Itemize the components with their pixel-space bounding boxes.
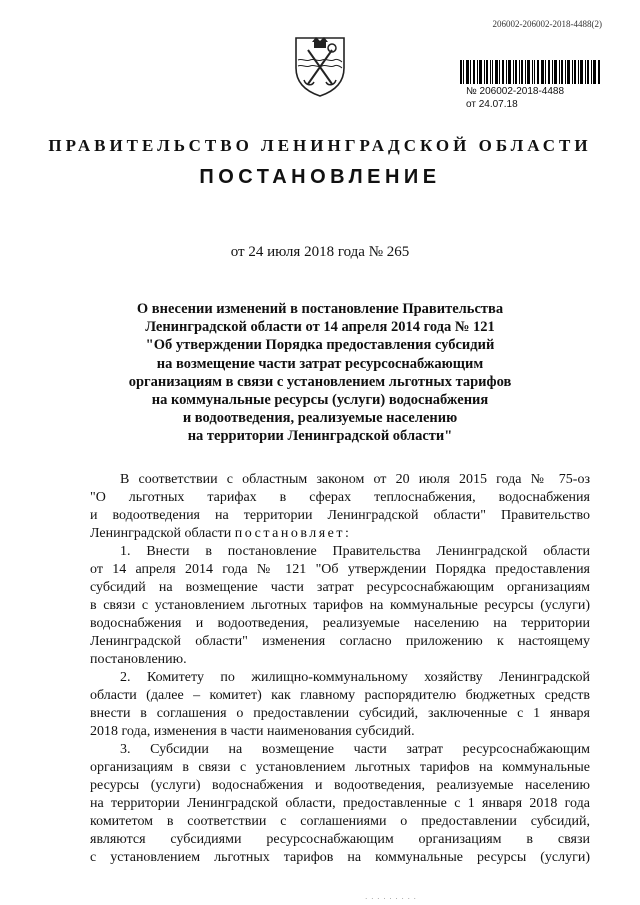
body-line: В соответствии с областным законом от 20 июля 2015 года № 75-оз — [120, 472, 590, 487]
decree-date: от 24 июля 2018 года № 265 — [230, 244, 410, 260]
body-line: с установлением льготных тарифов на коммунальные ресурсы (услуги) — [90, 850, 590, 865]
body-line — [90, 525, 590, 543]
body-line: от 14 апреля 2014 года № 121 "Об утверждении Порядка предоставления — [90, 562, 590, 577]
body-line: области (далее – комитет) как главному распорядителю бюджетных средств — [90, 688, 590, 703]
body-line: организациям в связи с установлением льготных тарифов на коммунальные — [90, 760, 590, 775]
decides-word: постановляет: — [234, 526, 352, 541]
decree-title: ПОСТАНОВЛЕНИЕ — [199, 166, 441, 188]
body-line: субсидий на возмещение части затрат ресурсоснабжающим организациям — [90, 580, 590, 595]
subject-line: организациям в связи с установлением льготных тарифов — [128, 373, 512, 390]
coat-of-arms-icon — [292, 34, 348, 98]
body-line: ресурсы (услуги) водоснабжения и водоотведения, реализуемые населению — [90, 778, 590, 793]
scan-artifact: · · · · · · · · · — [365, 895, 417, 903]
body-line: в связи с установлением льготных тарифов на коммунальные ресурсы (услуги) — [90, 598, 590, 613]
body-line: 2018 года, изменения в части наименования субсидий. — [90, 724, 415, 739]
body-line: водоснабжения и водоотведения, реализуемые населению на территории — [90, 616, 590, 631]
body-line: постановлению. — [90, 652, 187, 667]
document-code: 206002-206002-2018-4488(2) — [492, 19, 602, 29]
barcode-icon — [460, 60, 600, 84]
body-line: комитетом в соответствии с соглашениями о предоставлении субсидий, — [90, 814, 590, 829]
subject-line: "Об утверждении Порядка предоставления субсидий — [145, 337, 495, 354]
body-line: Ленинградской области" изменения согласно приложению к настоящему — [90, 634, 590, 649]
body-line: 3. Субсидии на возмещение части затрат ресурсоснабжающим — [120, 742, 590, 757]
body-line: внести в соглашения о предоставлении субсидий, заключенные с 1 января — [90, 706, 590, 721]
registration-number: № 206002-2018-4488 — [466, 86, 565, 97]
body-line: являются субсидиями ресурсоснабжающим организациям в связи — [90, 832, 590, 847]
body-line: "О льготных тарифах в сферах теплоснабжения, водоснабжения — [90, 490, 590, 505]
subject-line: О внесении изменений в постановление Правительства — [136, 301, 504, 317]
government-title: ПРАВИТЕЛЬСТВО ЛЕНИНГРАДСКОЙ ОБЛАСТИ — [48, 136, 592, 155]
body-line: 1. Внести в постановление Правительства Ленинградской области — [120, 544, 590, 559]
subject-line: на коммунальные ресурсы (услуги) водоснабжения — [151, 392, 489, 409]
decree-subject — [100, 300, 540, 446]
subject-line: и водоотведения, реализуемые населению — [182, 410, 458, 427]
subject-line: Ленинградской области от 14 апреля 2014 года № 121 — [145, 319, 495, 336]
subject-line: на территории Ленинградской области" — [187, 428, 453, 445]
body-line: и водоотведения на территории Ленинградской области" Правительство — [90, 508, 590, 523]
registration-date: от 24.07.18 — [466, 99, 518, 110]
preamble-end: Ленинградской области — [90, 526, 232, 541]
body-line: на территории Ленинградской области, предоставленные с 1 января 2018 года — [90, 796, 590, 811]
document-body — [90, 471, 590, 867]
body-line: 2. Комитету по жилищно-коммунальному хозяйству Ленинградской — [120, 670, 590, 685]
subject-line: на возмещение части затрат ресурсоснабжающим — [156, 355, 484, 372]
